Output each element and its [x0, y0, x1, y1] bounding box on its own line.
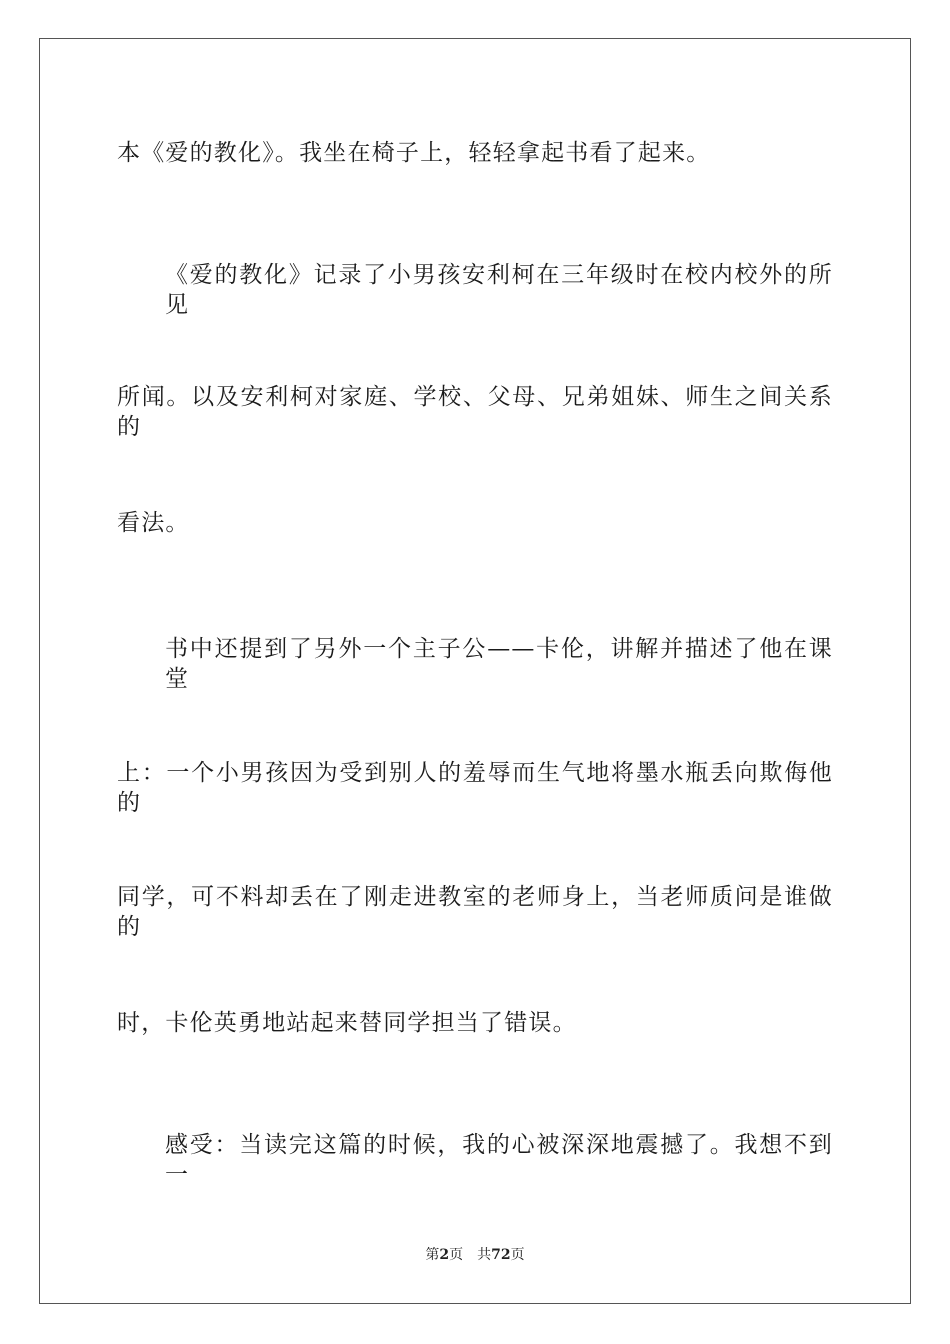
- text-line-6: 上：一个小男孩因为受到别人的羞辱而生气地将墨水瓶丢向欺侮他的: [117, 760, 833, 816]
- total-prefix: 共: [477, 1247, 492, 1263]
- text-line-2: 《爱的教化》记录了小男孩安利柯在三年级时在校内校外的所见: [165, 262, 833, 318]
- page-number: 2: [439, 1247, 450, 1263]
- text-line-3: 所闻。以及安利柯对家庭、学校、父母、兄弟姐妹、师生之间关系的: [117, 384, 833, 440]
- text-line-8: 时，卡伦英勇地站起来替同学担当了错误。: [117, 1010, 577, 1036]
- page-suffix: 页: [449, 1247, 464, 1263]
- text-line-7: 同学，可不料却丢在了刚走进教室的老师身上，当老师质问是谁做的: [117, 884, 833, 940]
- text-line-5: 书中还提到了另外一个主子公——卡伦，讲解并描述了他在课堂: [165, 636, 833, 692]
- text-line-4: 看法。: [117, 510, 190, 536]
- text-line-9: 感受：当读完这篇的时候，我的心被深深地震撼了。我想不到一: [165, 1132, 833, 1188]
- page-footer: [0, 1246, 950, 1264]
- page-prefix: 第: [425, 1247, 440, 1263]
- text-line-1: 本《爱的教化》。我坐在椅子上，轻轻拿起书看了起来。: [117, 140, 711, 166]
- total-suffix: 页: [510, 1247, 525, 1263]
- total-pages: 72: [491, 1247, 511, 1263]
